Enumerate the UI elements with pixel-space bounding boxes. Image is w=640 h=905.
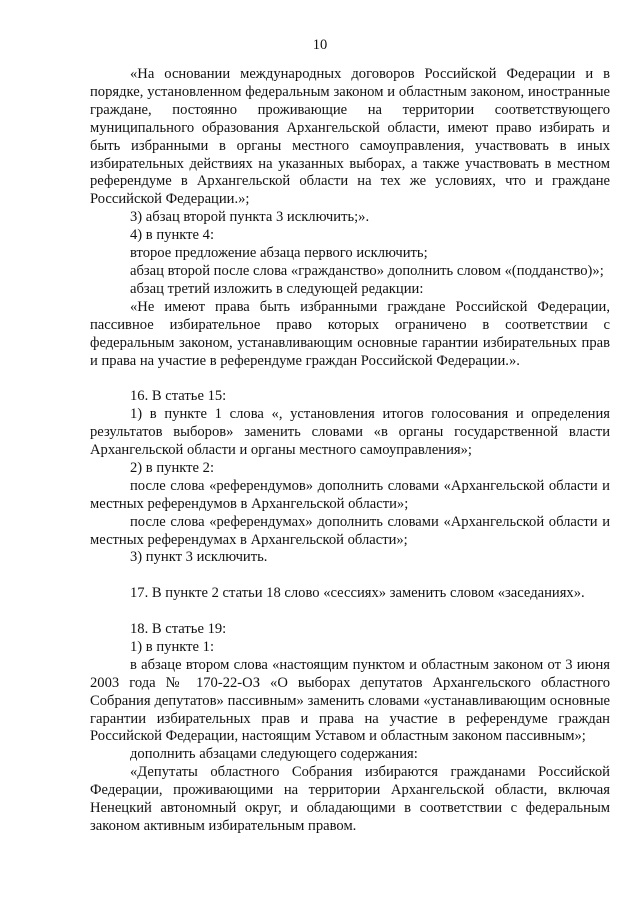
- paragraph-item-3: 3) абзац второй пункта 3 исключить;».: [130, 209, 370, 226]
- paragraph-16-item-3: 3) пункт 3 исключить.: [130, 549, 268, 566]
- paragraph-second-sentence: второе предложение абзаца первого исключить;: [130, 245, 428, 262]
- paragraph-item-4: 4) в пункте 4:: [130, 227, 215, 244]
- paragraph-16-referendums: после слова «референдумов» дополнить словами «Архангельской области и местных референдумов в Архангельской области»;: [90, 477, 610, 512]
- paragraph-second-abzac: абзац второй после слова «гражданство» дополнить словом «(подданство)»;: [130, 262, 604, 279]
- paragraph-16-referendum-locations: после слова «референдумах» дополнить словами «Архангельской области и местных референдумах в Архангельской области»;: [90, 513, 610, 548]
- paragraph-passive-right: «Не имеют права быть избранными граждане Российской Федерации, пассивное избирательное право которых ограничено в соответствии с федеральным законом, устанавливающим основные гарантии избирательных прав и права на участие в референдуме граждан Российской Федерации.».: [90, 298, 610, 369]
- paragraph-foreign-citizens-rights: «На основании международных договоров Российской Федерации и в порядке, установленном федеральным законом и областным законом, иностранные граждане, постоянно проживающие на территории соответствующего муниципального образования Архангельской области, имеют право избирать и быть избранными в органы местного самоуправления, участвовать в иных избирательных действиях на указанных выборах, а также участвовать в местном референдуме в Архангельской области на тех же условиях, что и граждане Российской Федерации.»;: [90, 66, 610, 208]
- paragraph-18-add-abzacs: дополнить абзацами следующего содержания:: [130, 746, 418, 763]
- page-number: 10: [312, 37, 328, 53]
- section-17: 17. В пункте 2 статьи 18 слово «сессиях» заменить словом «заседаниях».: [130, 585, 585, 602]
- section-16-heading: 16. В статье 15:: [130, 388, 227, 405]
- paragraph-18-deputies-elected: «Депутаты областного Собрания избираются гражданами Российской Федерации, проживающими на территории Архангельской области, включая Ненецкий автономный округ, и обладающими в соответствии с федеральным законом активным избирательным правом.: [90, 764, 610, 835]
- paragraph-18-second-abzac: в абзаце втором слова «настоящим пунктом и областным законом от 3 июня 2003 года № 170-22-ОЗ «О выборах депутатов Архангельского областного Собрания депутатов» пассивным» заменить словами «устанавливающим основные гарантии избирательных прав и права на участие в референдуме граждан Российской Федерации, настоящим Уставом и областным законом пассивным»;: [90, 656, 610, 745]
- paragraph-gap: [90, 603, 610, 621]
- paragraph-gap: [90, 370, 610, 388]
- section-18-heading: 18. В статье 19:: [130, 621, 227, 638]
- document-body: [90, 66, 610, 836]
- paragraph-third-abzac: абзац третий изложить в следующей редакции:: [130, 280, 424, 297]
- paragraph-gap: [90, 567, 610, 585]
- paragraph-16-item-1: 1) в пункте 1 слова «, установления итогов голосования и определения результатов выборов» заменить словами «в органы государственной власти Архангельской области и органы местного самоуправления»;: [90, 406, 610, 459]
- paragraph-18-item-1: 1) в пункте 1:: [130, 638, 215, 655]
- paragraph-16-item-2: 2) в пункте 2:: [130, 459, 215, 476]
